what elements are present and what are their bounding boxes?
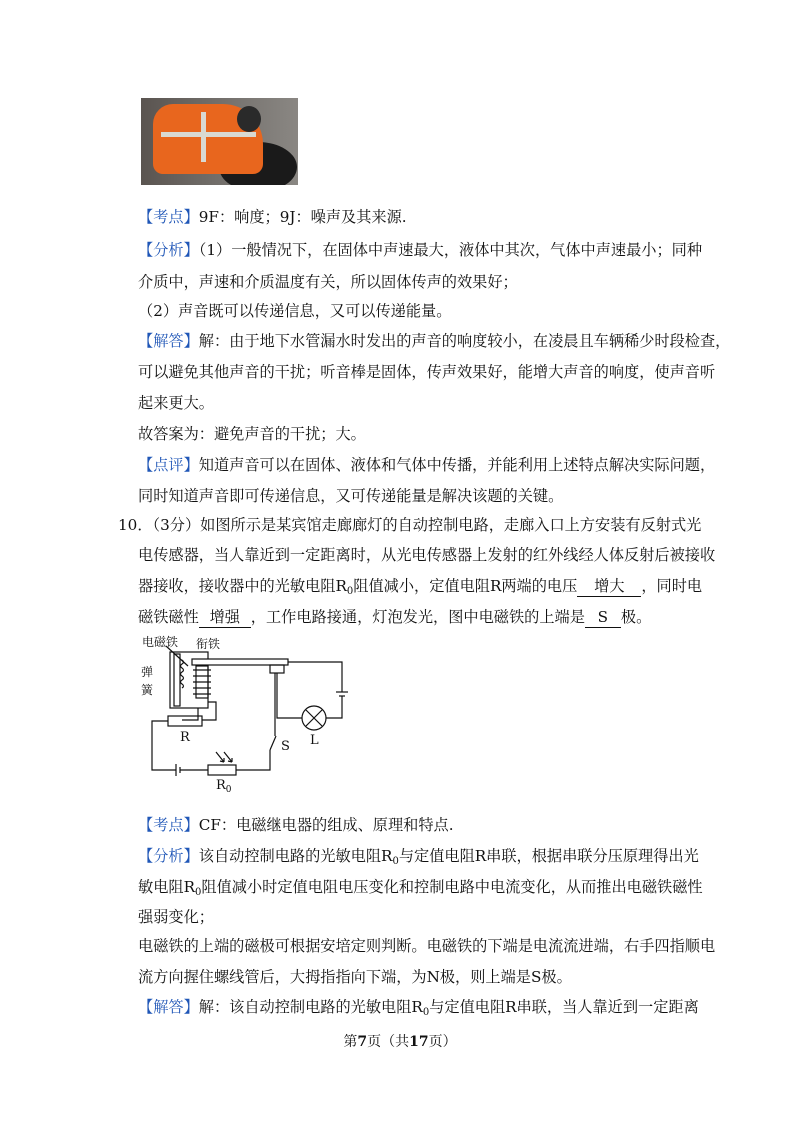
dianping-tag: 【点评】 — [138, 456, 199, 474]
answer-blank-1: 增大 — [577, 576, 641, 597]
subscript: 0 — [195, 887, 202, 898]
subscript: 0 — [422, 1007, 430, 1018]
question-line-3 — [138, 576, 702, 602]
fenxi-text: 敏电阻R — [138, 878, 195, 896]
resistor-r — [168, 716, 202, 726]
question-text: 极。 — [620, 608, 652, 626]
footer-text: 页） — [428, 1034, 457, 1050]
switch-blade — [270, 736, 276, 750]
wire — [326, 696, 342, 718]
kaodian-text: CF：电磁继电器的组成、原理和特点. — [198, 816, 454, 834]
answer-blank-3: S — [585, 607, 621, 628]
fenxi-tag: 【分析】 — [138, 847, 199, 865]
photoresistor-label: $R_0$ — [216, 778, 232, 794]
kaodian-line-2 — [138, 815, 454, 835]
photoresistor-r0 — [208, 765, 236, 775]
label-pointer — [166, 646, 188, 666]
relay-contact — [270, 665, 284, 673]
fenxi-line-2: 介质中，声速和介质温度有关，所以固体传声的效果好； — [138, 273, 518, 291]
question-text: 器接收，接收器中的光敏电阻R — [138, 577, 347, 595]
dianping-line-2: 同时知道声音即可传递信息，又可传递能量是解决该题的关键。 — [138, 487, 564, 505]
question-line-4 — [138, 607, 651, 628]
fenxi-tag: 【分析】 — [138, 241, 199, 259]
worker-head-shape — [237, 106, 261, 132]
jieda-text: 与定值电阻R串联，当人靠近到一定距离 — [429, 998, 699, 1016]
kaodian-text: 9F：响度；9J：噪声及其来源. — [198, 208, 407, 226]
wire — [288, 662, 342, 692]
jieda-text: 解：由于地下水管漏水时发出的声音的响度较小，在凌晨且车辆稀少时段检查， — [198, 332, 731, 350]
jieda-line-1 — [138, 331, 730, 351]
switch-label: S — [281, 739, 290, 754]
spring-coil — [181, 660, 184, 688]
fenxi2-line-3: 强弱变化； — [138, 908, 214, 926]
page-footer — [0, 1031, 800, 1051]
jieda-tag: 【解答】 — [138, 332, 199, 350]
footer-text: 页（共 — [367, 1034, 410, 1050]
reflective-stripe — [161, 132, 256, 137]
question-line-2: 电传感器，当人靠近到一定距离时，从光电传感器上发射的红外线经人体反射后被接收 — [138, 546, 716, 564]
fenxi-text: 与定值电阻R串联，根据串联分压原理得出光 — [398, 847, 699, 865]
jieda-text: 解：该自动控制电路的光敏电阻R — [198, 998, 423, 1016]
subscript: 0 — [346, 586, 354, 597]
dianping-text: 知道声音可以在固体、液体和气体中传播，并能利用上述特点解决实际问题， — [198, 456, 716, 474]
wire — [202, 702, 216, 720]
wire — [277, 673, 302, 718]
reflective-stripe — [201, 112, 206, 162]
worker-listening-photo — [141, 98, 298, 185]
wire — [152, 721, 176, 770]
kaodian-tag: 【考点】 — [138, 208, 199, 226]
question-number: 10． — [118, 516, 153, 534]
spring-bar — [174, 654, 180, 706]
answer-line: 故答案为：避免声音的干扰；大。 — [138, 425, 366, 443]
kaodian-tag: 【考点】 — [138, 816, 199, 834]
fenxi2-line-4: 电磁铁的上端的磁极可根据安培定则判断。电磁铁的下端是电流流进端，右手四指顺电 — [138, 937, 716, 955]
armature-label: 衔铁 — [196, 637, 221, 651]
fenxi-text: 该自动控制电路的光敏电阻R — [198, 847, 393, 865]
fenxi2-line-2 — [138, 877, 703, 903]
fenxi-line-3: （2）声音既可以传递信息，又可以传递能量。 — [138, 302, 452, 320]
fenxi-line-1 — [138, 240, 702, 260]
fenxi-text: 阻值减小时定值电阻电压变化和控制电路中电流变化，从而推出电磁铁磁性 — [201, 878, 703, 896]
question-text: 磁铁磁性 — [138, 608, 199, 626]
question-text: ，同时电 — [641, 577, 703, 595]
answer-blank-2: 增强 — [199, 607, 251, 628]
dianping-line-1 — [138, 455, 715, 475]
fenxi2-line-1 — [138, 846, 699, 872]
spring-label-top: 弹 — [141, 665, 154, 679]
jieda-line-2: 可以避免其他声音的干扰；听音棒是固体，传声效果好，能增大声音的响度，使声音听 — [138, 363, 716, 381]
question-text: （3分）如图所示是某宾馆走廊廊灯的自动控制电路，走廊入口上方安装有反射式光 — [152, 516, 702, 534]
question-text: 阻值减小，定值电阻R两端的电压 — [353, 577, 578, 595]
wire — [236, 750, 270, 770]
subscript: 0 — [392, 856, 399, 867]
fenxi2-line-5: 流方向握住螺线管后，大拇指指向下端，为N极，则上端是S极。 — [138, 968, 572, 986]
page-total: 17 — [409, 1034, 429, 1050]
fenxi-text: （1）一般情况下，在固体中声速最大，液体中其次，气体中声速最小；同种 — [198, 241, 703, 259]
spring-label-bottom: 簧 — [141, 683, 154, 697]
jieda-line-3: 起来更大。 — [138, 394, 214, 412]
kaodian-line — [138, 207, 407, 227]
jieda-tag: 【解答】 — [138, 998, 199, 1016]
lamp-label: L — [310, 733, 319, 748]
wire — [182, 708, 198, 720]
question-line-1 — [118, 515, 701, 535]
footer-text: 第 — [343, 1034, 358, 1050]
electromagnet-label: 电磁铁 — [142, 635, 179, 649]
relay-circuit-diagram — [138, 632, 360, 794]
armature-bar — [192, 659, 288, 665]
jieda2-line-1 — [138, 997, 699, 1023]
lamp-cross — [306, 710, 322, 726]
question-text: ，工作电路接通，灯泡发光，图中电磁铁的上端是 — [250, 608, 585, 626]
page-number: 7 — [357, 1034, 368, 1050]
resistor-r-label: R — [180, 730, 190, 745]
